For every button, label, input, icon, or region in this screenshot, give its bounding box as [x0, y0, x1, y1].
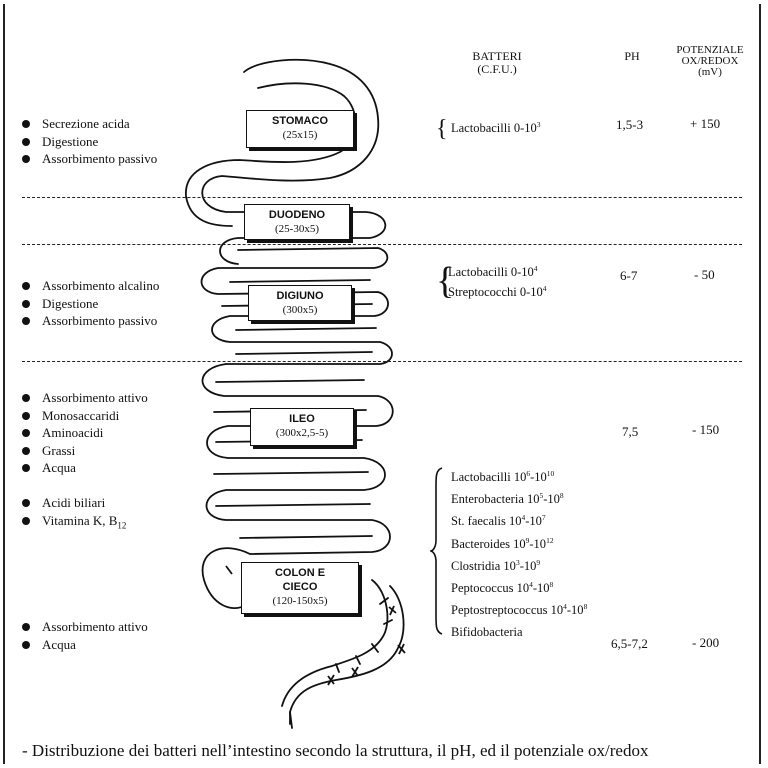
bacteria-exponent: 9	[536, 557, 541, 567]
ph-ileum: 7,5	[622, 424, 639, 439]
bacteria-text: Peptostreptococcus 10	[451, 603, 564, 618]
bacteria-item	[451, 555, 587, 577]
vitamin-subscript: 12	[117, 520, 127, 531]
header-bacteria-label: BATTERI	[472, 49, 522, 63]
header-bacteria-unit: (C.F.U.)	[477, 62, 517, 76]
stomach-name: STOMACO	[271, 115, 329, 127]
function-item: Secrezione acida	[22, 115, 157, 133]
bacteria-text: -10	[519, 558, 537, 573]
bacteria-item	[451, 577, 587, 599]
bacteria-exponent: 3	[515, 557, 520, 567]
colon-cross-mark	[226, 566, 232, 574]
function-item: Assorbimento passivo	[22, 312, 159, 330]
bacteria-text: Lactobacilli 10	[451, 470, 527, 484]
ileum-inner	[214, 380, 372, 538]
bacteria-text: Lactobacilli 0-10	[448, 265, 534, 279]
bacteria-exponent: 4	[542, 283, 547, 293]
jejunum-name: DIGIUNO	[276, 290, 324, 302]
function-item: Acidi biliari	[22, 494, 126, 512]
header-potential-label: POTENZIALE	[676, 44, 744, 56]
bacteria-item	[448, 282, 547, 302]
bacteria-item	[451, 466, 587, 488]
separator-jejunum-ileum	[22, 361, 742, 362]
stomach-bacteria	[451, 121, 540, 136]
bacteria-item	[451, 121, 540, 136]
bacteria-text: St. faecalis 10	[451, 514, 522, 529]
bacteria-item	[448, 262, 547, 282]
bacteria-exponent: 3	[536, 119, 541, 129]
redox-stomach: + 150	[690, 116, 721, 131]
jejunum-bacteria	[448, 262, 547, 302]
bacteria-item	[451, 621, 587, 643]
bacteria-text: -10	[543, 492, 560, 507]
bacteria-item	[451, 599, 587, 621]
duodenum-dims: (25-30x5)	[275, 223, 319, 235]
brace-stomach: {	[436, 116, 448, 142]
bacteria-exponent: 7	[541, 513, 546, 523]
colon-dims: (120-150x5)	[272, 595, 328, 607]
ph-jejunum: 6-7	[620, 268, 638, 283]
bacteria-exponent: 4	[563, 602, 567, 612]
bacteria-text: -10	[530, 470, 547, 484]
ph-stomach: 1,5-3	[616, 117, 644, 132]
function-item: Grassi	[22, 442, 148, 460]
figure-caption: - Distribuzione dei batteri nell’intestino secondo la struttura, il pH, ed il potenziale ox/redox	[22, 741, 649, 760]
function-item: Digestione	[22, 133, 157, 151]
bacteria-exponent: 9	[525, 535, 530, 545]
function-item: Assorbimento attivo	[22, 618, 148, 636]
bacteria-text: Bifidobacteria	[451, 625, 523, 640]
function-item: Assorbimento passivo	[22, 150, 157, 168]
header-potential-unit: (mV)	[698, 66, 722, 78]
colon-bacteria	[451, 466, 587, 644]
function-item: Acqua	[22, 459, 148, 477]
bacteria-exponent: 4	[533, 263, 538, 273]
brace-jejunum: {	[436, 260, 455, 302]
ileum-loops	[202, 364, 392, 554]
jejunum-functions	[22, 277, 159, 330]
stomach-dims: (25x15)	[282, 129, 318, 141]
bacteria-exponent: 10	[546, 468, 555, 478]
function-item: Monosaccaridi	[22, 407, 148, 425]
bacteria-exponent: 4	[521, 513, 526, 523]
ph-colon: 6,5-7,2	[611, 636, 648, 651]
bacteria-text: -10	[566, 603, 584, 618]
redox-ileum: - 150	[692, 422, 720, 437]
function-item: Aminoacidi	[22, 424, 148, 442]
bacteria-text: Clostridia 10	[451, 558, 516, 573]
bacteria-exponent: 12	[546, 535, 554, 545]
rectum	[290, 712, 292, 728]
bacteria-exponent: 6	[526, 468, 531, 478]
bacteria-text: -10	[532, 581, 550, 596]
header-ph-label: PH	[624, 49, 640, 63]
organ-box-stomach	[246, 110, 354, 148]
bacteria-text: -10	[529, 536, 547, 551]
bacteria-exponent: 8	[583, 602, 588, 612]
jejunum-dims: (300x5)	[282, 304, 318, 316]
cecum-name: CIECO	[282, 581, 318, 593]
function-item: Assorbimento alcalino	[22, 277, 159, 295]
organ-box-colon	[241, 562, 359, 614]
redox-colon: - 200	[692, 635, 720, 650]
ileum-name: ILEO	[289, 413, 315, 425]
organ-box-ileum	[250, 408, 354, 446]
organ-box-duodenum	[244, 204, 350, 240]
colon-name: COLON E	[274, 567, 326, 579]
duodenum-name: DUODENO	[268, 209, 326, 221]
ileum-functions	[22, 389, 148, 477]
colon-functions	[22, 618, 148, 653]
ileum-dims: (300x2,5-5)	[275, 427, 329, 439]
ileum-functions-2	[22, 494, 126, 529]
function-item	[22, 512, 126, 530]
vitamin-label: Vitamina K, B	[42, 512, 118, 528]
header-potential-sub: OX/REDOX	[681, 55, 739, 67]
bacteria-item	[451, 533, 587, 555]
stomach-functions	[22, 115, 157, 168]
bacteria-text: Enterobacteria 10	[451, 492, 540, 507]
bacteria-item	[451, 488, 587, 510]
bacteria-exponent: 8	[559, 491, 564, 501]
bacteria-text: Streptococchi 0-10	[448, 285, 543, 299]
function-item: Acqua	[22, 636, 148, 654]
bacteria-text: -10	[525, 514, 542, 529]
brace-colon	[430, 466, 444, 636]
redox-jejunum: - 50	[694, 267, 715, 282]
bacteria-exponent: 8	[549, 579, 554, 589]
function-item: Digestione	[22, 295, 159, 313]
bacteria-exponent: 4	[529, 579, 533, 589]
separator-stomach-duodenum	[22, 197, 742, 198]
organ-box-jejunum	[248, 285, 352, 321]
bacteria-text: Bacteroides 10	[451, 536, 526, 551]
bacteria-text: Peptococcus 10	[451, 581, 530, 596]
function-item: Assorbimento attivo	[22, 389, 148, 407]
bacteria-item	[451, 510, 587, 532]
separator-duodenum-jejunum	[22, 244, 742, 245]
bacteria-text: Lactobacilli 0-10	[451, 121, 537, 135]
bacteria-exponent: 5	[539, 491, 544, 501]
